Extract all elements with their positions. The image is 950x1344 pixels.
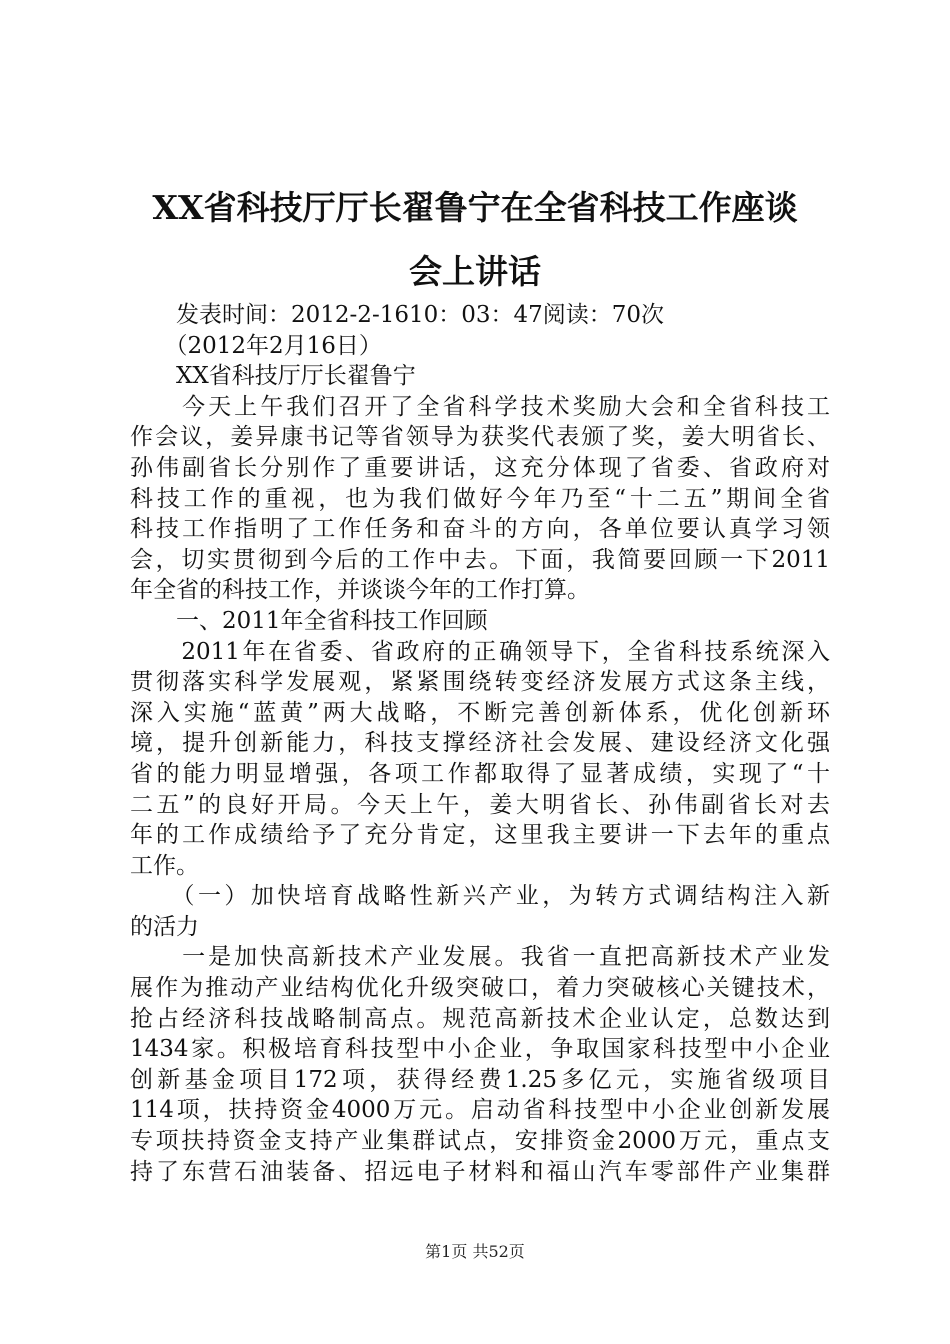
body-text-line: 年的工作成绩给予了充分肯定，这里我主要讲一下去年的重点 — [130, 822, 830, 849]
body-text-line: 省的能力明显增强，各项工作都取得了显著成绩，实现了“十 — [130, 760, 830, 787]
body-text-line: 深入实施“蓝黄”两大战略，不断完善创新体系，优化创新环 — [130, 699, 830, 726]
body-text-line: 一是加快高新技术产业发展。我省一直把高新技术产业发 — [130, 944, 830, 971]
body-text-line: 的活力 — [130, 913, 199, 940]
body-text-line: 发表时间：2012-2-1610：03：47阅读：70次 — [130, 302, 665, 328]
body-text-line: 1434家。积极培育科技型中小企业，争取国家科技型中小企业 — [130, 1036, 830, 1063]
document-title-line-2: 会上讲话 — [409, 252, 541, 291]
body-text-line: 展作为推动产业结构优化升级突破口，着力突破核心关键技术， — [130, 975, 830, 1002]
body-text-line: 创新基金项目172项，获得经费1.25多亿元，实施省级项目 — [130, 1066, 830, 1093]
body-text-line: 持了东营石油装备、招远电子材料和福山汽车零部件产业集群 — [130, 1158, 830, 1185]
body-text-line: 今天上午我们召开了全省科学技术奖励大会和全省科技工 — [130, 393, 830, 420]
body-text-line: 抢占经济科技战略制高点。规范高新技术企业认定，总数达到 — [130, 1005, 830, 1032]
body-text-line: 科技工作的重视，也为我们做好今年乃至“十二五”期间全省 — [130, 485, 830, 512]
document-title-line-1: XX省科技厅厅长翟鲁宁在全省科技工作座谈 — [152, 188, 798, 227]
body-text-line: 一、2011年全省科技工作回顾 — [130, 607, 488, 634]
body-text-line: 科技工作指明了工作任务和奋斗的方向，各单位要认真学习领 — [130, 516, 830, 543]
body-text-line: （一）加快培育战略性新兴产业，为转方式调结构注入新 — [130, 883, 830, 910]
body-text-line: 工作。 — [130, 852, 199, 879]
body-text-line: 专项扶持资金支持产业集群试点，安排资金2000万元，重点支 — [130, 1128, 830, 1155]
body-text-line: 114项，扶持资金4000万元。启动省科技型中小企业创新发展 — [130, 1097, 830, 1124]
body-text-line: 作会议，姜异康书记等省领导为获奖代表颁了奖，姜大明省长、 — [130, 424, 830, 451]
body-text-line: 会，切实贯彻到今后的工作中去。下面，我简要回顾一下2011 — [130, 546, 830, 573]
page-footer: 第1页 共52页 — [425, 1242, 525, 1261]
body-text-line: 2011年在省委、省政府的正确领导下，全省科技系统深入 — [130, 638, 830, 665]
body-text-line: 孙伟副省长分别作了重要讲话，这充分体现了省委、省政府对 — [130, 454, 830, 481]
body-text-line: 贯彻落实科学发展观，紧紧围绕转变经济发展方式这条主线， — [130, 669, 830, 696]
body-text-line: 年全省的科技工作，并谈谈今年的工作打算。 — [130, 577, 590, 604]
body-text-line: 二五”的良好开局。今天上午，姜大明省长、孙伟副省长对去 — [130, 791, 830, 818]
body-text-line: 境，提升创新能力，科技支撑经济社会发展、建设经济文化强 — [130, 730, 830, 757]
document-body — [130, 300, 830, 1187]
body-text-line: （2012年2月16日） — [130, 332, 382, 359]
body-text-line: XX省科技厅厅长翟鲁宁 — [130, 363, 416, 390]
